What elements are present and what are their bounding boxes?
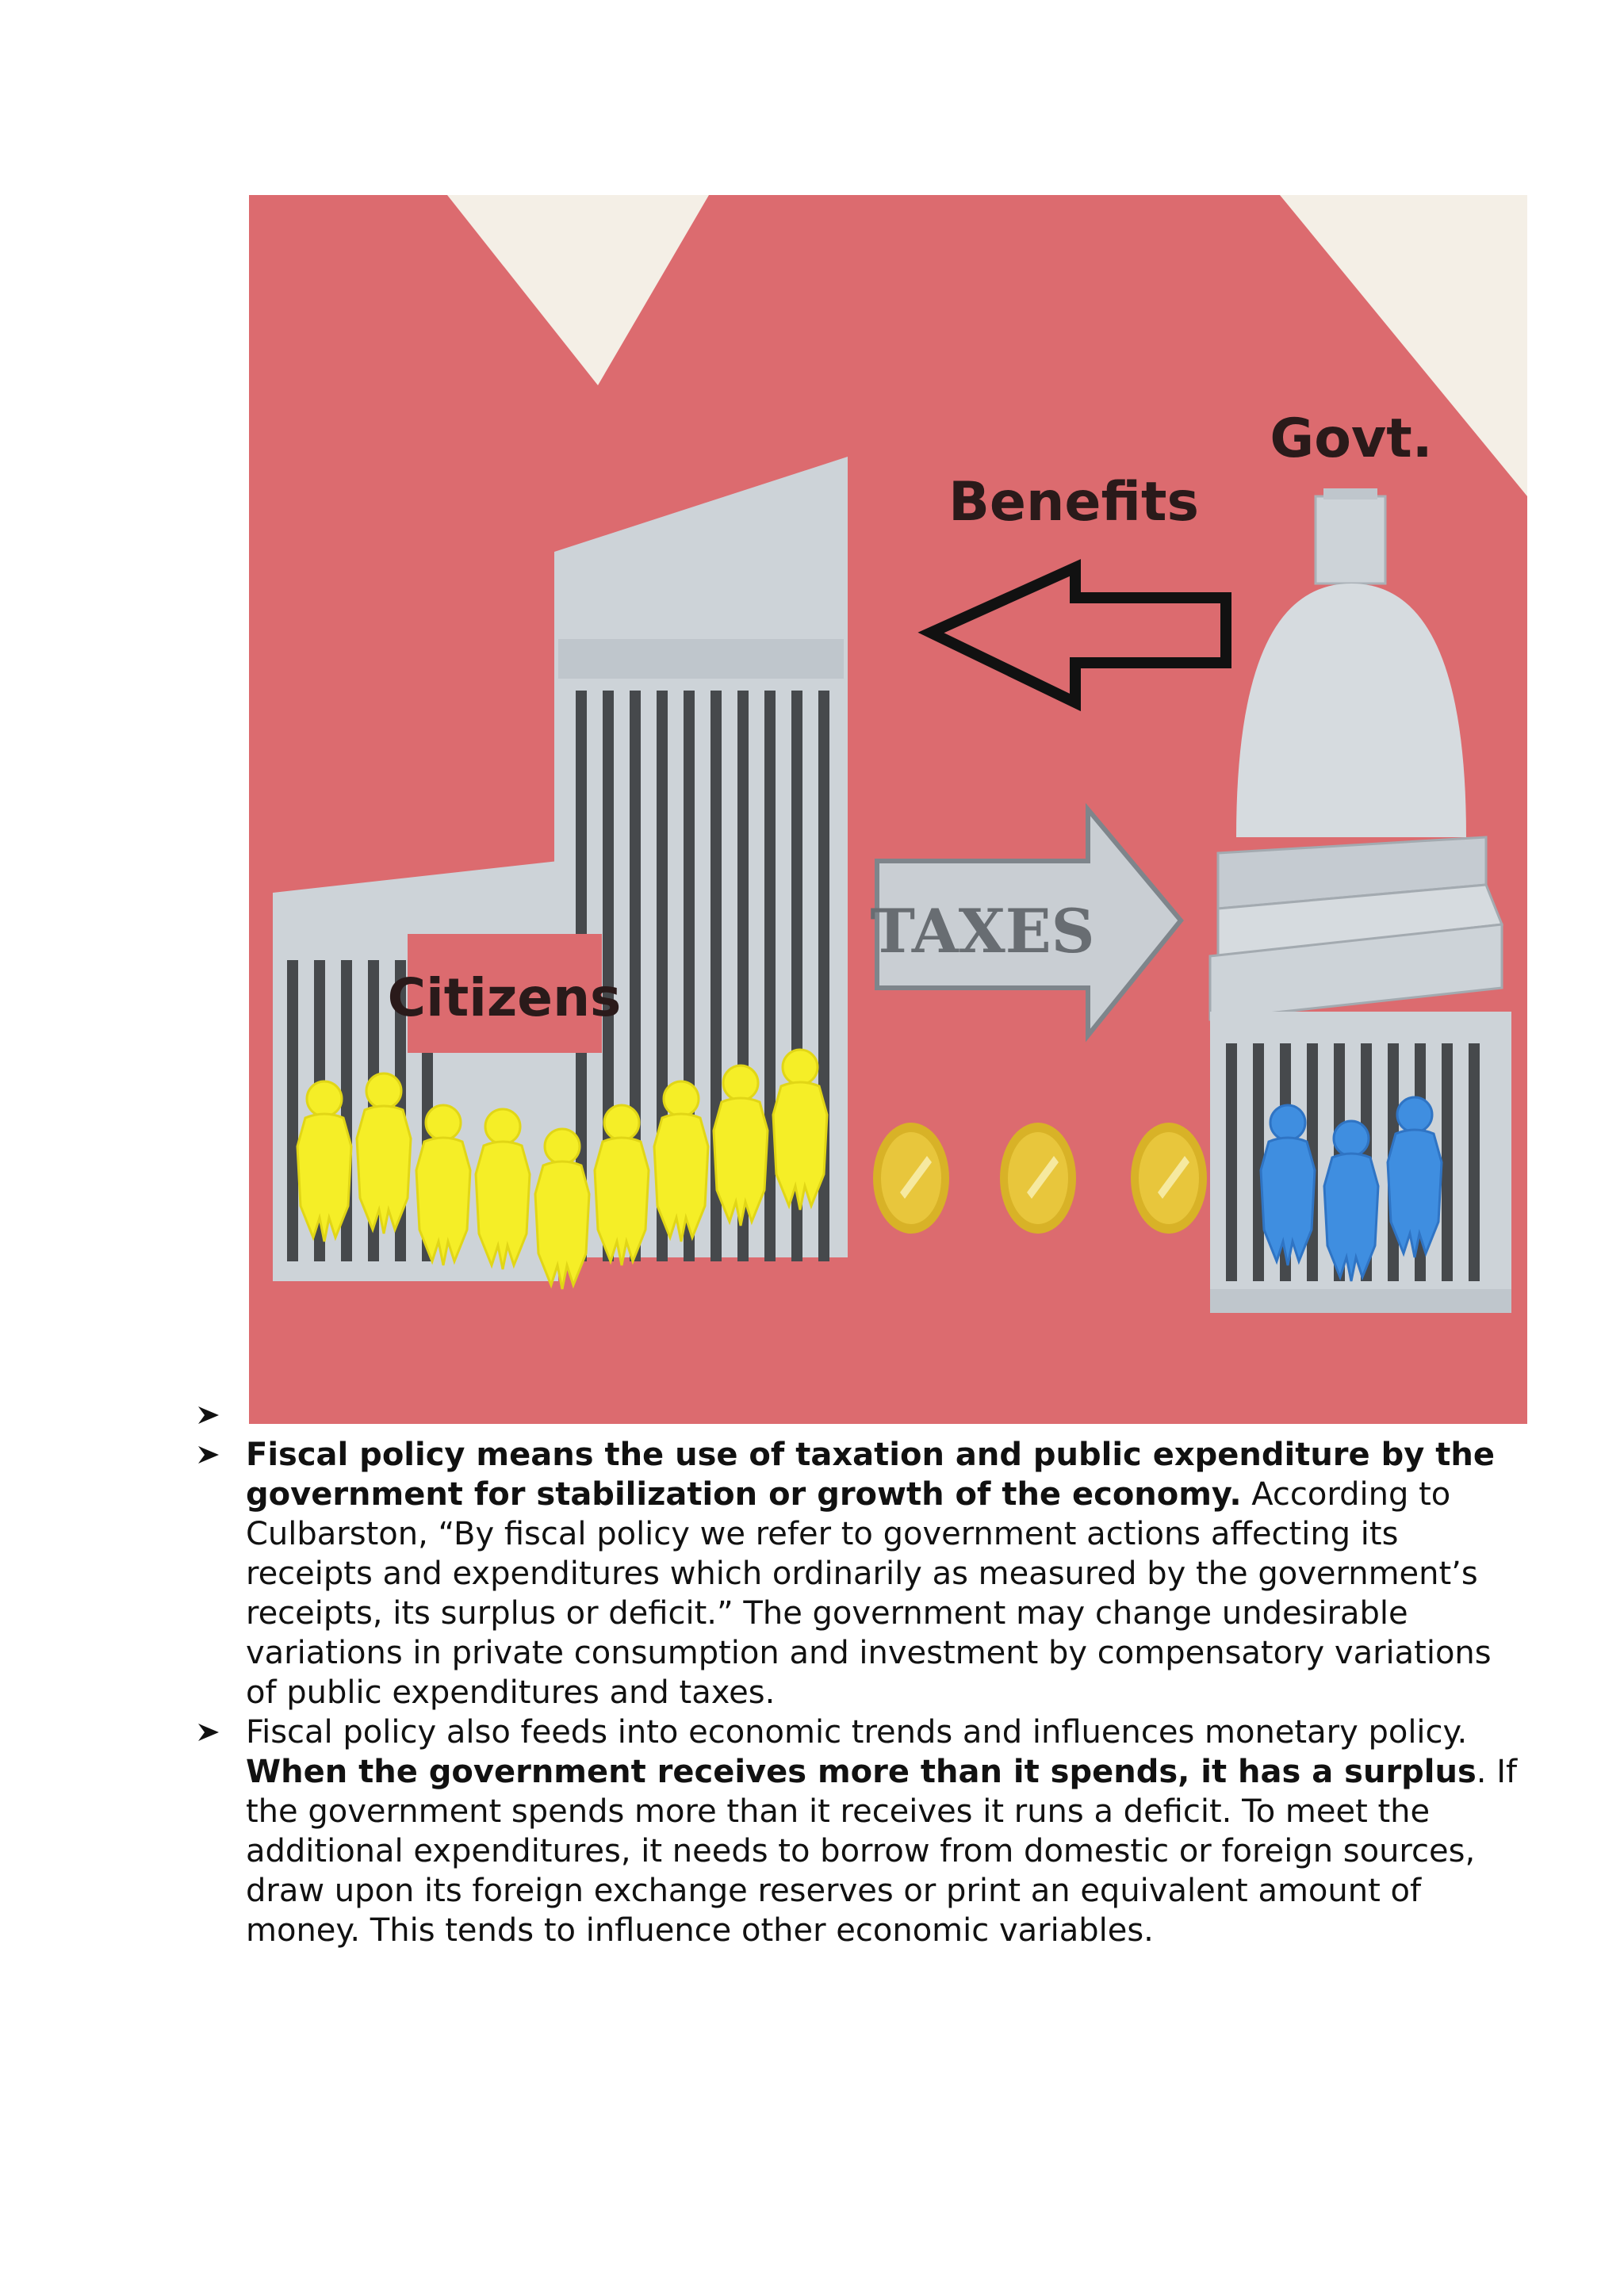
fiscal-policy-illustration [249,195,1527,1424]
illustration-svg [249,195,1527,1424]
bullet-item-fiscal-definition [197,1435,1529,1712]
arrow-bullet-icon [197,1395,228,1435]
arrow-bullet-icon [197,1712,228,1752]
taxes-label: TAXES [870,896,1095,966]
government-people-group [1261,1097,1442,1281]
definition-bold-text: Fiscal policy means the use of taxation and public expenditure by the government for stabilization or growth of the economy. [246,1437,1495,1513]
citizens-label-box [388,934,622,1053]
surplus-text-before: Fiscal policy also feeds into economic trends and influences monetary policy. [246,1714,1468,1751]
govt-label: Govt. [1270,408,1433,470]
surplus-text-after: . If the government spends more than it receives it runs a deficit. To meet the additional expenditures, it needs to borrow from domestic or foreign sources, draw upon its foreign exchange reserves or print an equivalent amount of money. This tends to influence other economic variables. [246,1754,1518,1949]
bullet-list [197,1395,1529,1950]
bullet-item-surplus-deficit [197,1712,1529,1950]
bullet-item-empty [197,1395,1529,1435]
surplus-bold-text: When the government receives more than it spends, it has a surplus [246,1754,1477,1790]
benefits-label: Benefits [948,471,1199,534]
citizens-label: Citizens [387,967,622,1028]
definition-text: According to Culbarston, “By fiscal policy we refer to government actions affecting its receipts and expenditures which ordinarily as measured by the government’s receipts, its surplus or deficit.” The government may change undesirable variations in private consumption and investment by compensatory variations of public expenditures and taxes. [246,1476,1492,1711]
coins-group [873,1123,1207,1234]
arrow-bullet-icon [197,1435,228,1475]
